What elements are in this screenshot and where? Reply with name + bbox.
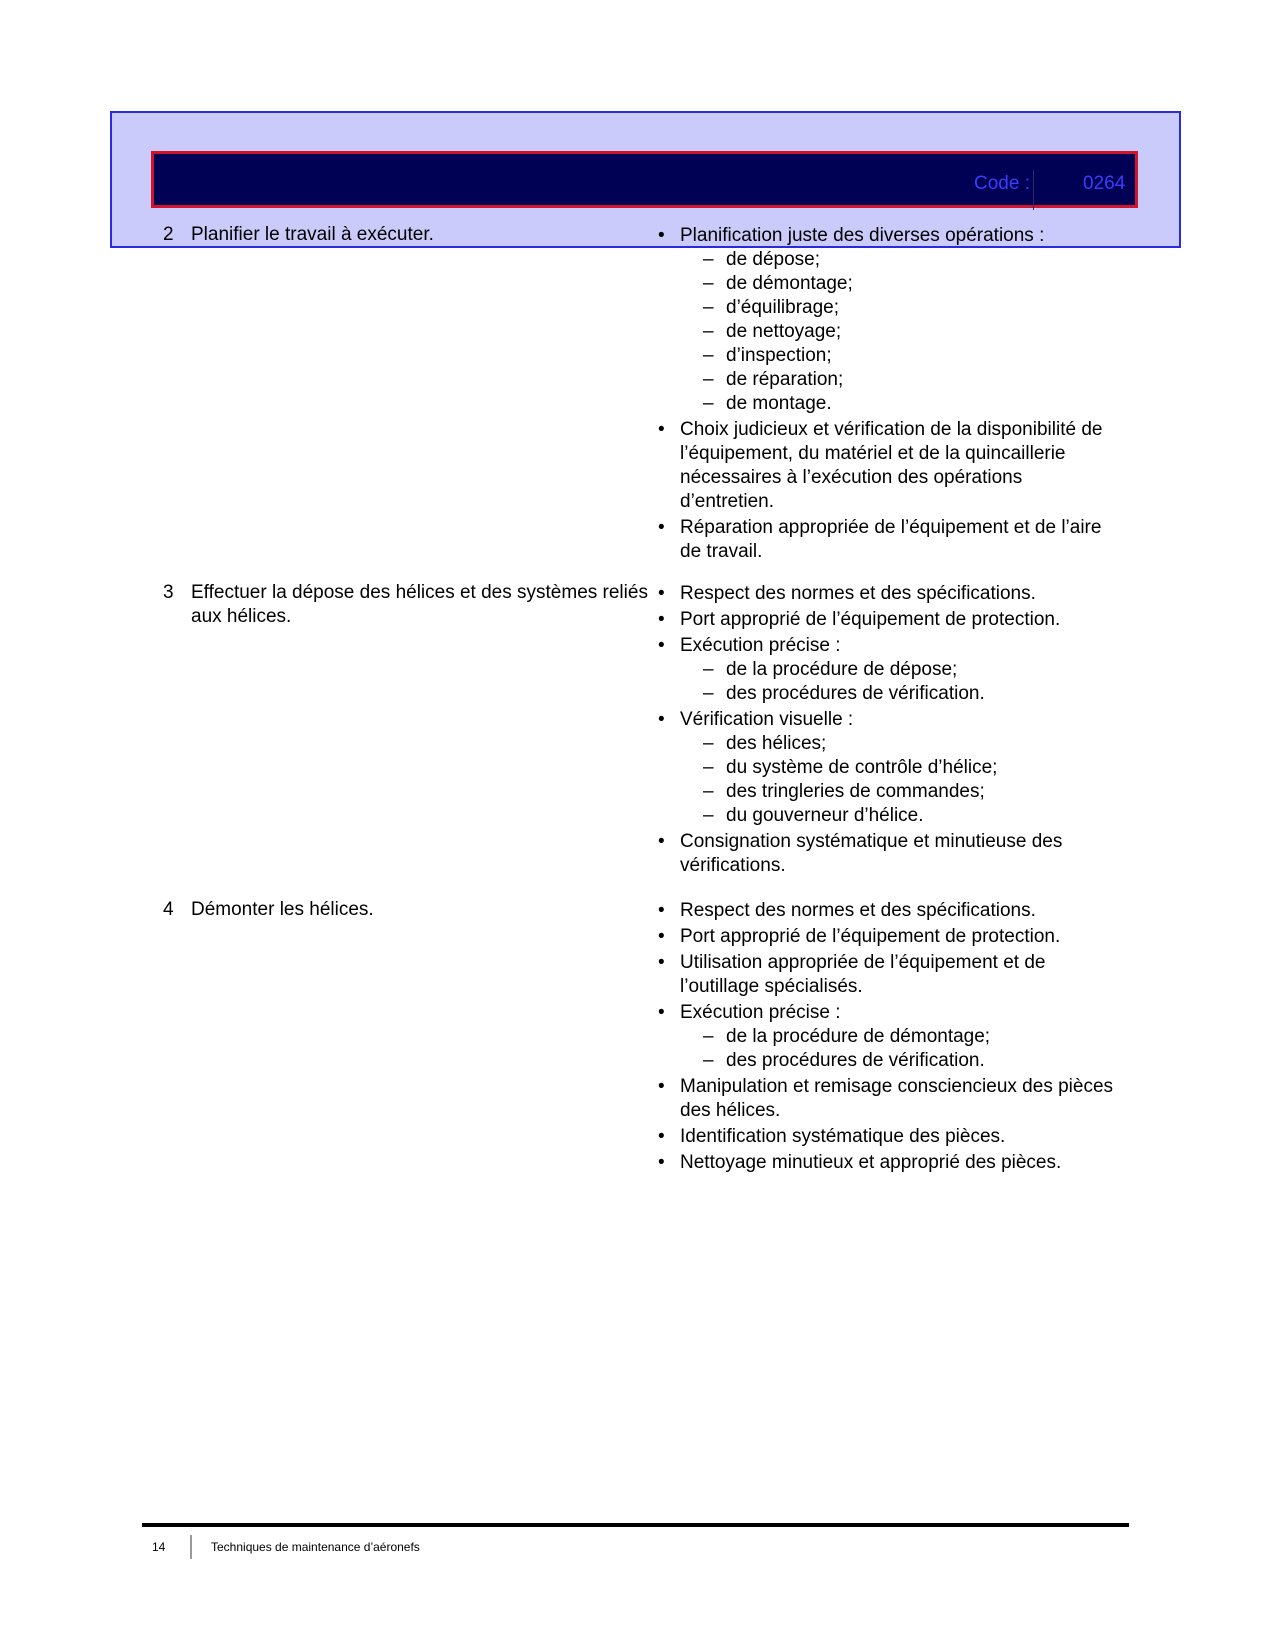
element-text: Planifier le travail à exécuter. — [191, 224, 434, 245]
sub-item — [680, 1025, 1118, 1049]
dash-icon: – — [703, 1050, 714, 1071]
sub-item — [680, 804, 1118, 828]
sub-item — [680, 248, 1118, 272]
criterion — [658, 608, 1118, 632]
dash-icon: – — [703, 321, 714, 342]
dash-icon: – — [703, 781, 714, 802]
sub-item — [680, 296, 1118, 320]
sub-item-text: des procédures de vérification. — [726, 1050, 985, 1071]
sub-item — [680, 1049, 1118, 1073]
bullet-icon: • — [658, 1152, 665, 1173]
criterion-text: Consignation systématique et minutieuse des vérifications. — [680, 831, 1063, 876]
sub-item-text: de la procédure de dépose; — [726, 659, 958, 680]
sub-item-text: de montage. — [726, 393, 832, 414]
sub-item-text: de dépose; — [726, 249, 821, 270]
dash-icon: – — [703, 683, 714, 704]
criterion — [658, 925, 1118, 949]
criterion — [658, 1001, 1118, 1073]
sub-item — [680, 392, 1118, 416]
criterion — [658, 708, 1118, 828]
sub-item — [680, 682, 1118, 706]
sub-item — [680, 368, 1118, 392]
footer-separator — [190, 1535, 192, 1559]
criterion — [658, 634, 1118, 706]
code-separator — [1033, 170, 1034, 210]
criterion — [658, 1151, 1118, 1175]
sub-list — [680, 732, 1118, 828]
sub-item — [680, 658, 1118, 682]
sub-item-text: du système de contrôle d’hélice; — [726, 757, 998, 778]
dash-icon: – — [703, 1026, 714, 1047]
sub-item-text: du gouverneur d’hélice. — [726, 805, 924, 826]
sub-item — [680, 732, 1118, 756]
dash-icon: – — [703, 757, 714, 778]
code-label: Code : — [974, 173, 1030, 194]
criteria-list-2 — [658, 224, 1118, 566]
code-value: 0264 — [1083, 173, 1126, 194]
criterion-text: Port approprié de l’équipement de protection. — [680, 926, 1061, 947]
sub-item — [680, 780, 1118, 804]
bullet-icon: • — [658, 583, 665, 604]
bullet-icon: • — [658, 1126, 665, 1147]
dash-icon: – — [703, 393, 714, 414]
bullet-icon: • — [658, 609, 665, 630]
sub-item-text: de démontage; — [726, 273, 853, 294]
criterion-text: Choix judicieux et vérification de la disponibilité de l’équipement, du matériel et de la quincaillerie nécessaires à l’exécution des opérations d’entretien. — [680, 419, 1103, 512]
sub-item-text: des procédures de vérification. — [726, 683, 985, 704]
criterion-text: Vérification visuelle : — [680, 709, 854, 730]
dash-icon: – — [703, 273, 714, 294]
sub-item-text: de réparation; — [726, 369, 844, 390]
sub-item-text: de la procédure de démontage; — [726, 1026, 991, 1047]
criterion — [658, 1075, 1118, 1123]
sub-item-text: des tringleries de commandes; — [726, 781, 985, 802]
sub-item — [680, 320, 1118, 344]
sub-item — [680, 272, 1118, 296]
program-title: Techniques de maintenance d’aéronefs — [211, 1540, 420, 1554]
sub-list — [680, 1025, 1118, 1073]
criterion-text: Manipulation et remisage consciencieux des pièces des hélices. — [680, 1076, 1114, 1121]
element-4 — [163, 898, 653, 922]
sub-list — [680, 248, 1118, 416]
criterion-text: Nettoyage minutieux et approprié des pièces. — [680, 1152, 1062, 1173]
element-2 — [163, 223, 653, 247]
criterion-text: Respect des normes et des spécifications. — [680, 900, 1036, 921]
element-3 — [163, 581, 653, 629]
dash-icon: – — [703, 659, 714, 680]
sub-item-text: d’équilibrage; — [726, 297, 840, 318]
bullet-icon: • — [658, 952, 665, 973]
criterion-text: Respect des normes et des spécifications. — [680, 583, 1036, 604]
bullet-icon: • — [658, 709, 665, 730]
criterion-text: Planification juste des diverses opérations : — [680, 225, 1045, 246]
dash-icon: – — [703, 345, 714, 366]
criterion-text: Port approprié de l’équipement de protection. — [680, 609, 1061, 630]
bullet-icon: • — [658, 1002, 665, 1023]
criterion — [658, 224, 1118, 416]
dash-icon: – — [703, 733, 714, 754]
dash-icon: – — [703, 297, 714, 318]
bullet-icon: • — [658, 419, 665, 440]
criterion — [658, 830, 1118, 878]
criterion — [658, 951, 1118, 999]
sub-item — [680, 756, 1118, 780]
criterion-text: Réparation appropriée de l’équipement et de l’aire de travail. — [680, 517, 1102, 562]
bullet-icon: • — [658, 900, 665, 921]
sub-item-text: des hélices; — [726, 733, 827, 754]
bullet-icon: • — [658, 831, 665, 852]
dash-icon: – — [703, 805, 714, 826]
element-text: Démonter les hélices. — [191, 899, 374, 920]
bullet-icon: • — [658, 1076, 665, 1097]
page-number: 14 — [152, 1540, 166, 1554]
criterion-text: Exécution précise : — [680, 1002, 841, 1023]
criterion — [658, 1125, 1118, 1149]
sub-list — [680, 658, 1118, 706]
criterion — [658, 418, 1118, 514]
element-number: 4 — [163, 899, 174, 920]
sub-item-text: d’inspection; — [726, 345, 832, 366]
footer-rule — [142, 1523, 1129, 1527]
bullet-icon: • — [658, 926, 665, 947]
criterion — [658, 899, 1118, 923]
dash-icon: – — [703, 369, 714, 390]
element-number: 3 — [163, 582, 174, 603]
criterion — [658, 582, 1118, 606]
sub-item-text: de nettoyage; — [726, 321, 842, 342]
criterion — [658, 516, 1118, 564]
bullet-icon: • — [658, 225, 665, 246]
criterion-text: Exécution précise : — [680, 635, 841, 656]
sub-item — [680, 344, 1118, 368]
criterion-text: Identification systématique des pièces. — [680, 1126, 1006, 1147]
criterion-text: Utilisation appropriée de l’équipement et de l’outillage spécialisés. — [680, 952, 1046, 997]
element-number: 2 — [163, 224, 174, 245]
criteria-list-3 — [658, 582, 1118, 880]
bullet-icon: • — [658, 517, 665, 538]
criteria-list-4 — [658, 899, 1118, 1177]
dash-icon: – — [703, 249, 714, 270]
element-text: Effectuer la dépose des hélices et des systèmes reliés aux hélices. — [191, 582, 648, 627]
bullet-icon: • — [658, 635, 665, 656]
